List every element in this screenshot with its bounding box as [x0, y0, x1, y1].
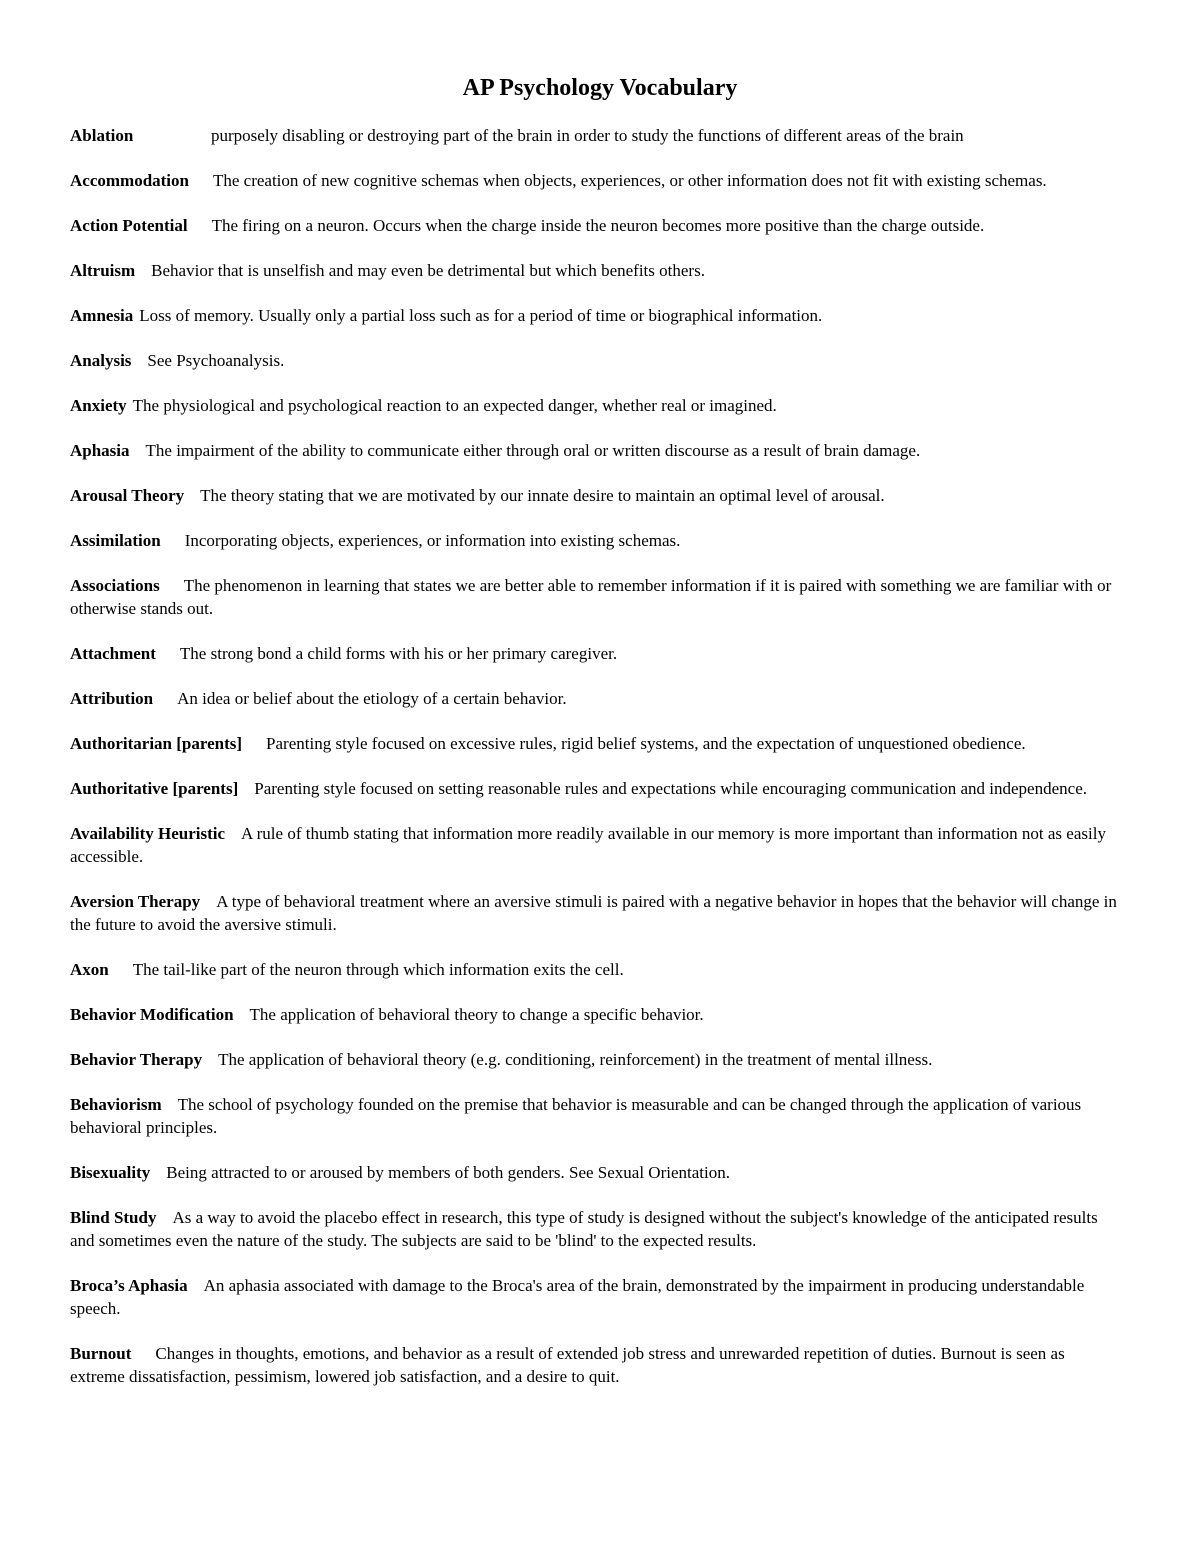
vocabulary-definition: The application of behavioral theory to change a specific behavior.	[249, 1005, 704, 1024]
vocabulary-term: Accommodation	[70, 171, 189, 190]
vocabulary-definition: Parenting style focused on setting reasonable rules and expectations while encouraging communication and independence.	[254, 779, 1087, 798]
vocabulary-definition: The phenomenon in learning that states we are better able to remember information if it is paired with something we are familiar with or otherwise stands out.	[70, 576, 1112, 618]
vocabulary-entry	[70, 1093, 1120, 1139]
vocabulary-term: Anxiety	[70, 396, 127, 415]
vocabulary-term: Behavior Modification	[70, 1005, 234, 1024]
vocabulary-term: Action Potential	[70, 216, 188, 235]
vocabulary-entry	[70, 484, 1120, 507]
vocabulary-entry	[70, 822, 1120, 868]
vocabulary-definition: Changes in thoughts, emotions, and behavior as a result of extended job stress and unrewarded repetition of duties. Burnout is seen as extreme dissatisfaction, pessimism, lowered job satisfaction, and a desire to quit.	[70, 1344, 1065, 1386]
vocabulary-definition: Parenting style focused on excessive rules, rigid belief systems, and the expectation of unquestioned obedience.	[266, 734, 1026, 753]
vocabulary-entry	[70, 1161, 1120, 1184]
vocabulary-entry	[70, 349, 1120, 372]
vocabulary-definition: An idea or belief about the etiology of a certain behavior.	[177, 689, 567, 708]
vocabulary-term: Broca’s Aphasia	[70, 1276, 188, 1295]
vocabulary-entry	[70, 574, 1120, 620]
vocabulary-entry	[70, 1206, 1120, 1252]
vocabulary-definition: Incorporating objects, experiences, or information into existing schemas.	[184, 531, 681, 550]
vocabulary-definition: The firing on a neuron. Occurs when the charge inside the neuron becomes more positive than the charge outside.	[211, 216, 985, 235]
vocabulary-term: Behaviorism	[70, 1095, 162, 1114]
vocabulary-entry	[70, 1048, 1120, 1071]
vocabulary-term: Behavior Therapy	[70, 1050, 203, 1069]
vocabulary-term: Amnesia	[70, 306, 134, 325]
vocabulary-entry	[70, 124, 1120, 147]
vocabulary-definition: A rule of thumb stating that information more readily available in our memory is more important than information not as easily accessible.	[70, 824, 1106, 866]
vocabulary-term: Altruism	[70, 261, 136, 280]
vocabulary-term: Associations	[70, 576, 160, 595]
vocabulary-entry	[70, 1274, 1120, 1320]
vocabulary-term: Authoritative [parents]	[70, 779, 239, 798]
vocabulary-term: Assimilation	[70, 531, 161, 550]
vocabulary-term: Bisexuality	[70, 1163, 151, 1182]
vocabulary-entry	[70, 958, 1120, 981]
vocabulary-definition: The tail-like part of the neuron through which information exits the cell.	[132, 960, 624, 979]
vocabulary-list	[70, 124, 1120, 1410]
vocabulary-entry	[70, 304, 1120, 327]
vocabulary-definition: An aphasia associated with damage to the Broca's area of the brain, demonstrated by the impairment in producing understandable speech.	[70, 1276, 1085, 1318]
vocabulary-entry	[70, 732, 1120, 755]
vocabulary-term: Attachment	[70, 644, 156, 663]
vocabulary-entry	[70, 529, 1120, 552]
vocabulary-entry	[70, 169, 1120, 192]
vocabulary-entry	[70, 777, 1120, 800]
vocabulary-term: Ablation	[70, 126, 134, 145]
vocabulary-definition: See Psychoanalysis.	[147, 351, 285, 370]
vocabulary-definition: Loss of memory. Usually only a partial loss such as for a period of time or biographical information.	[139, 306, 823, 325]
vocabulary-definition: The creation of new cognitive schemas when objects, experiences, or other information does not fit with existing schemas.	[212, 171, 1047, 190]
vocabulary-term: Analysis	[70, 351, 132, 370]
vocabulary-entry	[70, 890, 1120, 936]
page-title: AP Psychology Vocabulary	[462, 75, 738, 101]
vocabulary-term: Burnout	[70, 1344, 132, 1363]
vocabulary-entry	[70, 1342, 1120, 1388]
vocabulary-entry	[70, 687, 1120, 710]
vocabulary-definition: The strong bond a child forms with his or her primary caregiver.	[179, 644, 618, 663]
vocabulary-definition: A type of behavioral treatment where an aversive stimuli is paired with a negative behavior in hopes that the behavior will change in the future to avoid the aversive stimuli.	[70, 892, 1117, 934]
vocabulary-definition: Being attracted to or aroused by members of both genders. See Sexual Orientation.	[166, 1163, 730, 1182]
vocabulary-term: Aversion Therapy	[70, 892, 201, 911]
vocabulary-definition: The school of psychology founded on the premise that behavior is measurable and can be changed through the application of various behavioral principles.	[70, 1095, 1082, 1137]
vocabulary-definition: The impairment of the ability to communicate either through oral or written discourse as a result of brain damage.	[145, 441, 921, 460]
vocabulary-entry	[70, 439, 1120, 462]
vocabulary-term: Authoritarian [parents]	[70, 734, 243, 753]
vocabulary-term: Availability Heuristic	[70, 824, 226, 843]
vocabulary-definition: Behavior that is unselfish and may even be detrimental but which benefits others.	[151, 261, 705, 280]
vocabulary-definition: The theory stating that we are motivated by our innate desire to maintain an optimal level of arousal.	[200, 486, 885, 505]
vocabulary-entry	[70, 394, 1120, 417]
vocabulary-entry	[70, 642, 1120, 665]
vocabulary-definition: purposely disabling or destroying part of the brain in order to study the functions of different areas of the brain	[211, 126, 964, 145]
vocabulary-definition: The application of behavioral theory (e.g. conditioning, reinforcement) in the treatment of mental illness.	[218, 1050, 933, 1069]
vocabulary-term: Axon	[70, 960, 109, 979]
vocabulary-entry	[70, 214, 1120, 237]
vocabulary-entry	[70, 259, 1120, 282]
vocabulary-definition: As a way to avoid the placebo effect in research, this type of study is designed without the subject's knowledge of the anticipated results and sometimes even the nature of the study. The subjects are said to be 'blind' to the expected results.	[70, 1208, 1098, 1250]
vocabulary-term: Arousal Theory	[70, 486, 185, 505]
vocabulary-definition: The physiological and psychological reaction to an expected danger, whether real or imagined.	[132, 396, 777, 415]
vocabulary-term: Aphasia	[70, 441, 130, 460]
vocabulary-term: Blind Study	[70, 1208, 157, 1227]
vocabulary-term: Attribution	[70, 689, 154, 708]
vocabulary-entry	[70, 1003, 1120, 1026]
